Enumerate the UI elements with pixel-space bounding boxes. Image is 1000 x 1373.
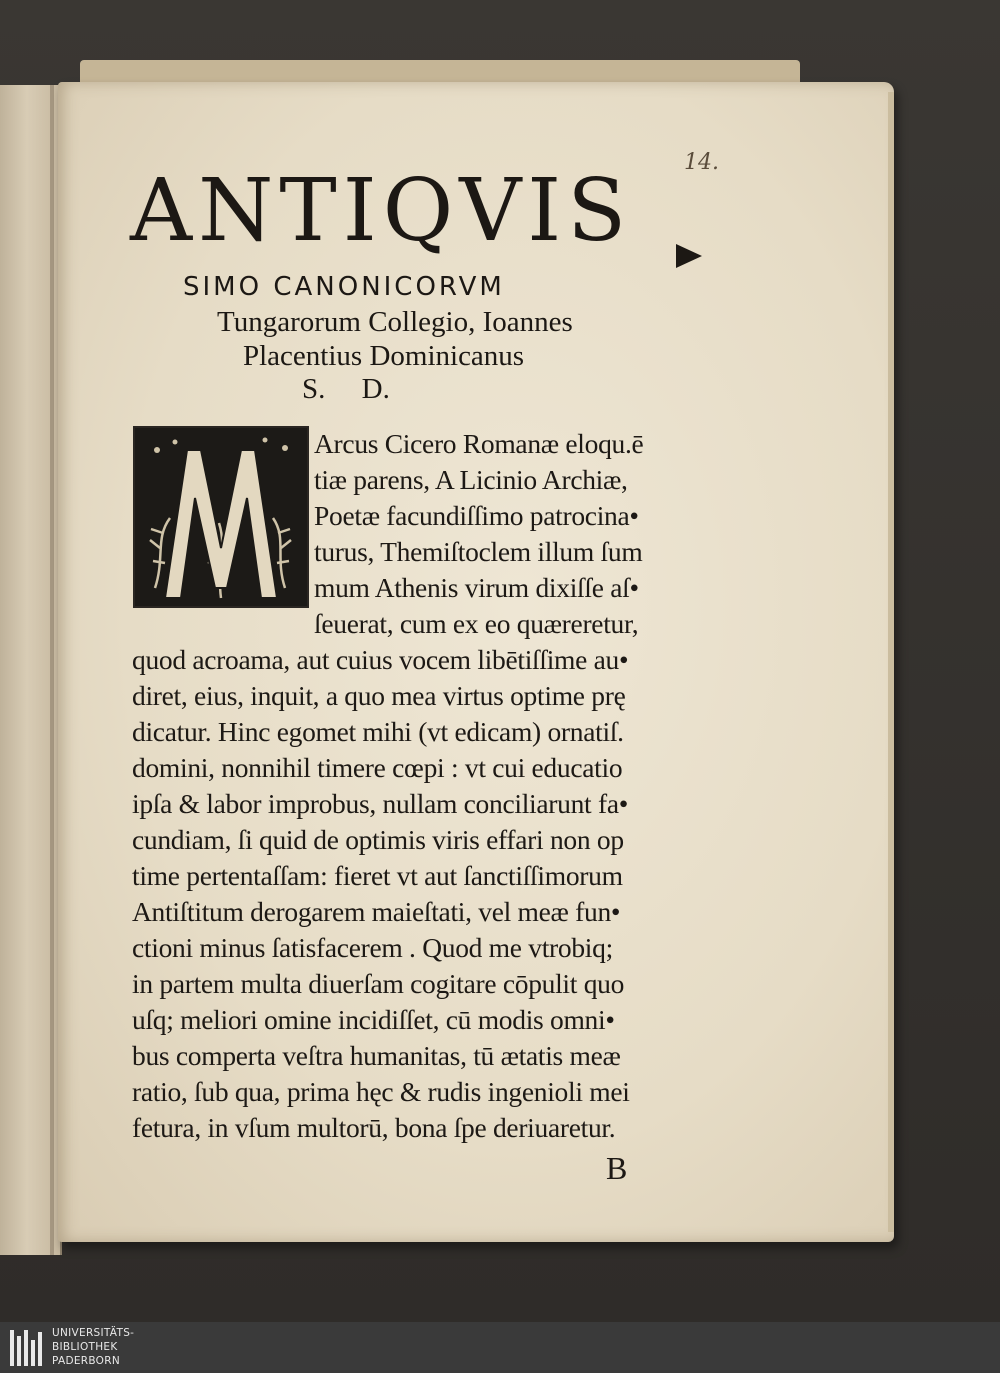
library-name-line: PADERBORN <box>52 1355 120 1367</box>
text-line: tiæ parens, A Licinio Archiæ, <box>314 464 628 495</box>
text-line: cundiam, ſi quid de optimis viris effari non op <box>132 824 624 855</box>
text-line: ſeuerat, cum ex eo quæreretur, <box>314 608 639 639</box>
text-line: domini, nonnihil timere cœpi : vt cui educatio <box>132 752 623 783</box>
left-page-edge <box>0 85 62 1255</box>
page-title: ANTIQVIS <box>130 161 633 261</box>
text-line: ctioni minus ſatisfacerem . Quod me vtrobiq; <box>132 932 613 963</box>
text-line: bus comperta veſtra humanitas, tū ætatis meæ <box>132 1040 621 1071</box>
text-line: Antiſtitum derogarem maieſtati, vel meæ fun• <box>132 896 621 927</box>
text-line: dicatur. Hinc egomet mihi (vt edicam) ornatiſ. <box>132 716 624 747</box>
text-line: mum Athenis virum dixiſſe aſ• <box>314 572 639 603</box>
address-line: S. D. <box>302 373 390 405</box>
text-line: diret, eius, inquit, a quo mea virtus optime prę <box>132 680 626 711</box>
text-line: fetura, in vſum multorū, bona ſpe deriuaretur. <box>132 1112 616 1143</box>
page-subtitle: SIMO CANONICORVM <box>183 272 505 302</box>
folio-number: 14. <box>684 150 719 175</box>
library-name <box>52 1326 134 1368</box>
library-name-line: UNIVERSITÄTS- <box>52 1327 135 1339</box>
text-line: turus, Themiſtoclem illum ſum <box>314 536 643 567</box>
address-line: Placentius Dominicanus <box>243 340 525 372</box>
text-line: quod acroama, aut cuius vocem libētiſſime au• <box>132 644 629 675</box>
decorated-initial <box>133 426 309 608</box>
signature-mark: B <box>606 1150 628 1186</box>
library-footer <box>0 1322 1000 1373</box>
library-logo-icon <box>10 1330 44 1366</box>
text-line: Arcus Cicero Romanæ eloqu.ē <box>314 428 644 459</box>
text-line: ratio, ſub qua, prima hęc & rudis ingenioli mei <box>132 1076 630 1107</box>
pointer-icon <box>676 244 702 268</box>
text-line: uſq; meliori omine incidiſſet, cū modis omni• <box>132 1004 615 1035</box>
text-line: time pertentaſſam: fieret vt aut ſanctiſſimorum <box>132 860 623 891</box>
text-line: ipſa & labor improbus, nullam conciliarunt fa• <box>132 788 629 819</box>
library-name-line: BIBLIOTHEK <box>52 1341 118 1353</box>
text-line: in partem multa diuerſam cogitare cōpulit quo <box>132 968 625 999</box>
text-line: Poetæ facundiſſimo patrocina• <box>314 500 639 531</box>
address-line: Tungarorum Collegio, Ioannes <box>217 306 573 338</box>
